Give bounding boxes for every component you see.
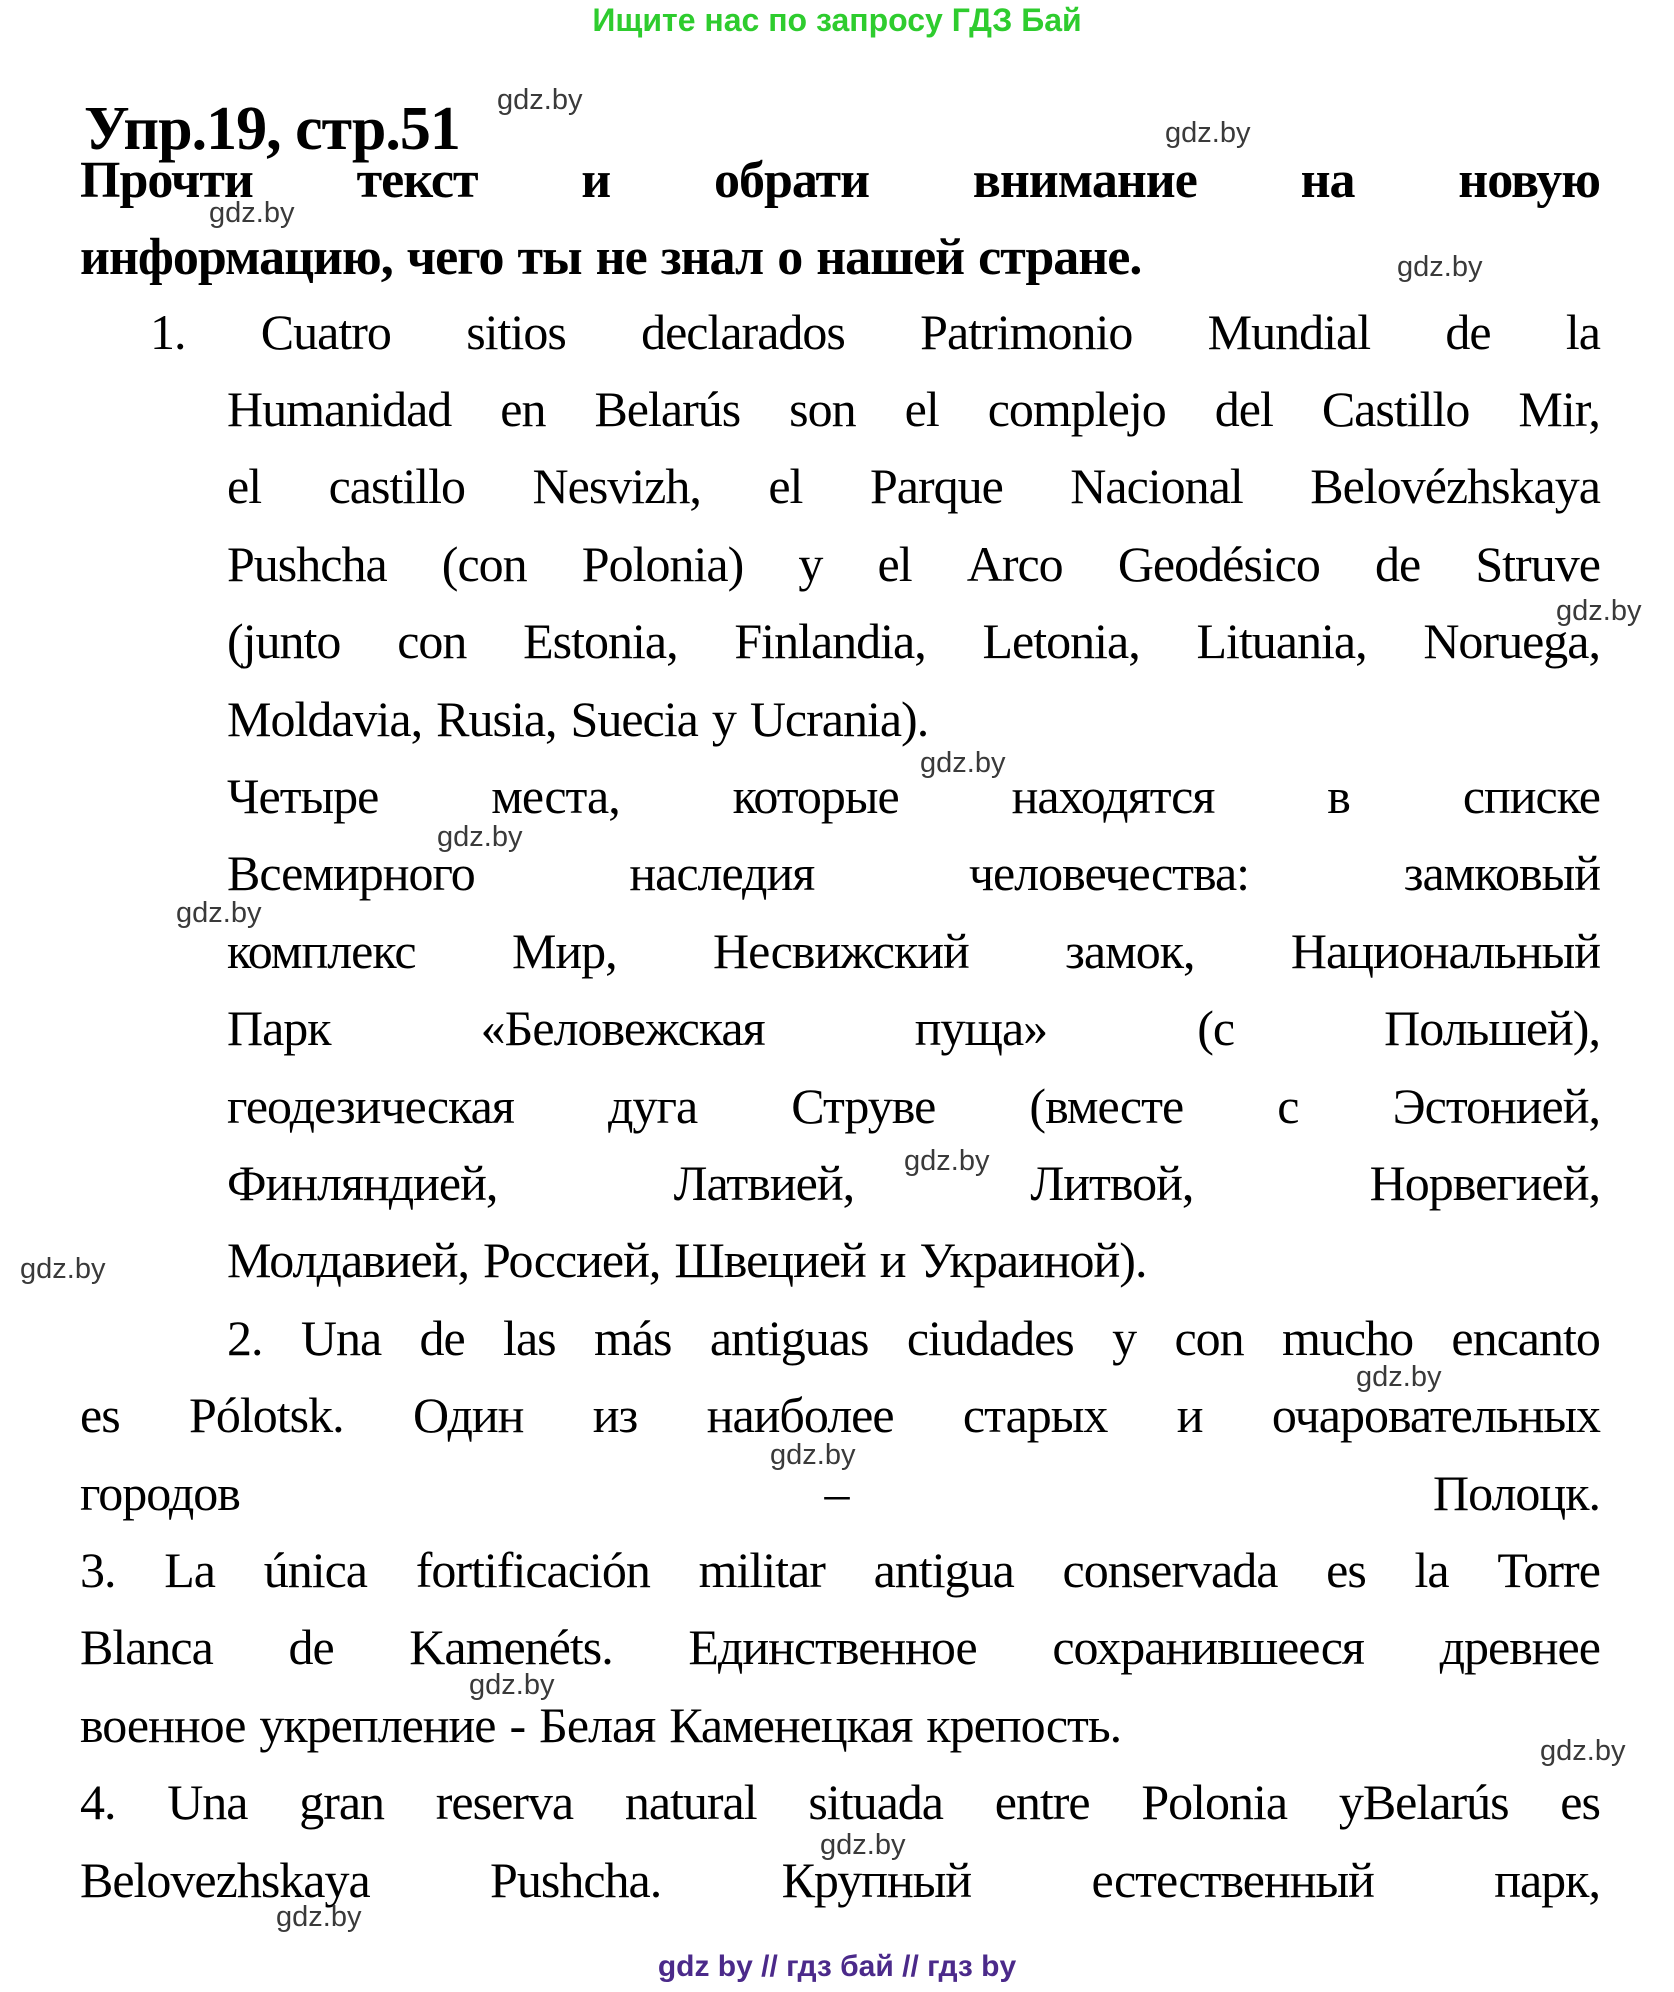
word: замковый <box>1403 845 1600 902</box>
word: Una <box>300 1309 382 1366</box>
footer-links: gdz by // гдз бай // гдз by <box>657 1950 1017 1983</box>
word: mucho <box>1281 1309 1414 1366</box>
word: Struve <box>1475 535 1600 592</box>
word: Россией, <box>482 1232 661 1289</box>
text-line <box>80 525 1600 602</box>
word: Каменецкая <box>669 1696 913 1753</box>
word: текст <box>356 152 478 209</box>
word: и <box>581 152 611 209</box>
word: el <box>877 535 912 592</box>
word: и <box>1176 1387 1203 1444</box>
text-line <box>80 603 1600 680</box>
word: sitios <box>466 303 566 360</box>
word: antigua <box>873 1541 1014 1598</box>
word: Единственное <box>688 1619 977 1676</box>
word: Polonia <box>1141 1774 1288 1831</box>
word: de <box>1375 535 1421 592</box>
word: Норвегией, <box>1369 1154 1600 1211</box>
word: y <box>711 690 736 747</box>
text-line <box>80 912 1600 989</box>
word: fortificación <box>415 1541 650 1598</box>
word: es <box>80 1387 120 1444</box>
word: внимание <box>972 152 1197 209</box>
text-line <box>80 835 1600 912</box>
word: Geodésico <box>1117 535 1320 592</box>
word: крепость. <box>926 1696 1122 1753</box>
word: на <box>1300 152 1355 209</box>
word: más <box>593 1309 672 1366</box>
word: con <box>397 613 467 670</box>
word: Национальный <box>1290 922 1600 979</box>
gdz-watermark: gdz.by <box>820 1829 906 1861</box>
gdz-watermark: gdz.by <box>20 1253 106 1285</box>
word: естественный <box>1091 1851 1374 1908</box>
word: Струве <box>791 1077 936 1134</box>
word: ты <box>517 229 582 286</box>
word: Крупный <box>781 1851 972 1908</box>
text-line <box>80 1067 1600 1144</box>
word: из <box>592 1387 638 1444</box>
word: del <box>1214 381 1273 438</box>
word: Несвижский <box>713 922 969 979</box>
word: Belarús <box>594 381 741 438</box>
word: con <box>1174 1309 1244 1366</box>
word: - <box>509 1696 526 1753</box>
word: Полоцк. <box>1433 1464 1600 1521</box>
word: el <box>904 381 939 438</box>
word: son <box>789 381 856 438</box>
word: знал <box>660 229 764 286</box>
word: antiguas <box>709 1309 869 1366</box>
word: militar <box>698 1541 825 1598</box>
word: нашей <box>816 229 965 286</box>
word: Швецией <box>674 1232 866 1289</box>
text-line <box>80 680 1600 757</box>
word: – <box>824 1464 849 1521</box>
word: военное <box>80 1696 246 1753</box>
gdz-watermark: gdz.by <box>209 197 295 229</box>
word: геодезическая <box>227 1077 514 1134</box>
word: Belovezhskaya <box>80 1851 370 1908</box>
gdz-watermark: gdz.by <box>904 1145 990 1177</box>
word: в <box>1327 768 1350 825</box>
word: única <box>263 1541 367 1598</box>
word: de <box>1445 303 1491 360</box>
word: Kamenéts. <box>409 1619 613 1676</box>
word: городов <box>80 1464 240 1521</box>
text-line <box>80 1144 1600 1221</box>
word: Латвией, <box>673 1154 855 1211</box>
word: Четыре <box>227 768 379 825</box>
word: списке <box>1462 768 1600 825</box>
word: (junto <box>227 613 341 670</box>
word: дуга <box>608 1077 698 1134</box>
word: de <box>419 1309 465 1366</box>
word: la <box>1414 1541 1449 1598</box>
word: укрепление <box>259 1696 496 1753</box>
word: сохранившееся <box>1052 1619 1364 1676</box>
word: y <box>1112 1309 1137 1366</box>
text-line <box>80 990 1600 1067</box>
word: Suecia <box>570 690 698 747</box>
word: информацию, <box>80 229 393 286</box>
word: находятся <box>1011 768 1215 825</box>
word: о <box>777 229 803 286</box>
word: en <box>500 381 546 438</box>
exercise-title: Упр.19, стр.51 <box>84 95 460 163</box>
word: Pushcha <box>227 535 387 592</box>
text-line <box>80 1222 1600 1299</box>
word: Pushcha. <box>490 1851 662 1908</box>
text-line <box>80 1531 1600 1608</box>
text-line <box>80 142 1600 219</box>
word: complejo <box>987 381 1166 438</box>
word: наследия <box>629 845 815 902</box>
word: castillo <box>328 458 466 515</box>
word: Nesvizh, <box>532 458 701 515</box>
word: es <box>1560 1774 1600 1831</box>
word: старых <box>962 1387 1108 1444</box>
text-line <box>80 448 1600 525</box>
word: Финляндией, <box>227 1154 498 1211</box>
word: наиболее <box>706 1387 894 1444</box>
word: 3. <box>80 1541 116 1598</box>
word: Литвой, <box>1030 1154 1194 1211</box>
word: la <box>1565 303 1600 360</box>
word: Прочти <box>80 152 253 209</box>
word: el <box>227 458 262 515</box>
gdz-watermark: gdz.by <box>1165 117 1251 149</box>
word: natural <box>624 1774 757 1831</box>
word: Белая <box>539 1696 656 1753</box>
text-line <box>80 219 1600 296</box>
word: новую <box>1458 152 1600 209</box>
word: комплекс <box>227 922 416 979</box>
word: замок, <box>1065 922 1195 979</box>
word: La <box>164 1541 215 1598</box>
word: Humanidad <box>227 381 452 438</box>
word: Polonia) <box>581 535 744 592</box>
word: Mir, <box>1518 381 1600 438</box>
word: conservada <box>1062 1541 1278 1598</box>
word: Lituania, <box>1196 613 1367 670</box>
word: и <box>879 1232 906 1289</box>
word: 1. <box>150 303 186 360</box>
gdz-watermark: gdz.by <box>1556 595 1642 627</box>
word: 2. <box>227 1309 263 1366</box>
word: Noruega, <box>1423 613 1600 670</box>
word: Parque <box>869 458 1003 515</box>
word: Patrimonio <box>920 303 1133 360</box>
word: Castillo <box>1321 381 1470 438</box>
word: Finlandia, <box>734 613 926 670</box>
word: Всемирного <box>227 845 475 902</box>
text-line <box>80 370 1600 447</box>
word: чего <box>406 229 504 286</box>
word: «Беловежская <box>480 1000 765 1057</box>
word: Moldavia, <box>227 690 423 747</box>
gdz-watermark: gdz.by <box>176 897 262 929</box>
word: Эстонией, <box>1392 1077 1600 1134</box>
word: древнее <box>1439 1619 1600 1676</box>
word: yBelarús <box>1338 1774 1509 1831</box>
word: стране. <box>978 229 1142 286</box>
word: (с <box>1197 1000 1235 1057</box>
gdz-watermark: gdz.by <box>770 1439 856 1471</box>
word: парк, <box>1494 1851 1600 1908</box>
promo-banner: Ищите нас по запросу ГДЗ Бай <box>592 2 1082 38</box>
word: места, <box>491 768 620 825</box>
gdz-watermark: gdz.by <box>497 84 583 116</box>
word: Парк <box>227 1000 331 1057</box>
word: entre <box>994 1774 1090 1831</box>
word: Cuatro <box>260 303 391 360</box>
task-heading <box>80 142 1600 296</box>
word: Torre <box>1497 1541 1600 1598</box>
text-line <box>80 1686 1600 1763</box>
gdz-watermark: gdz.by <box>1356 1361 1442 1393</box>
text-line <box>80 1609 1600 1686</box>
word: y <box>798 535 823 592</box>
body-text <box>80 293 1600 1918</box>
word: (вместе <box>1029 1077 1184 1134</box>
word: reserva <box>435 1774 574 1831</box>
word: Мир, <box>511 922 617 979</box>
word: Estonia, <box>523 613 678 670</box>
word: которые <box>732 768 899 825</box>
word: Ucrania). <box>749 690 929 747</box>
word: Mundial <box>1207 303 1371 360</box>
word: ciudades <box>906 1309 1074 1366</box>
word: Letonia, <box>982 613 1140 670</box>
word: las <box>503 1309 556 1366</box>
word: Nacional <box>1070 458 1243 515</box>
word: не <box>595 229 647 286</box>
word: (con <box>441 535 527 592</box>
word: пуща» <box>914 1000 1048 1057</box>
word: Una <box>167 1774 248 1831</box>
word: Украиной). <box>919 1232 1147 1289</box>
gdz-watermark: gdz.by <box>276 1901 362 1933</box>
word: Blanca <box>80 1619 213 1676</box>
text-line <box>80 757 1600 834</box>
text-line <box>80 293 1600 370</box>
gdz-watermark: gdz.by <box>437 821 523 853</box>
word: Один <box>413 1387 524 1444</box>
word: Arco <box>966 535 1063 592</box>
gdz-watermark: gdz.by <box>920 747 1006 779</box>
word: el <box>768 458 803 515</box>
gdz-watermark: gdz.by <box>469 1669 555 1701</box>
word: с <box>1277 1077 1299 1134</box>
word: очаровательных <box>1271 1387 1600 1444</box>
word: Pólotsk. <box>189 1387 344 1444</box>
word: Belovézhskaya <box>1310 458 1600 515</box>
word: Польшей), <box>1384 1000 1600 1057</box>
word: encanto <box>1451 1309 1600 1366</box>
word: Молдавией, <box>227 1232 469 1289</box>
word: Rusia, <box>436 690 557 747</box>
gdz-watermark: gdz.by <box>1397 251 1483 283</box>
word: человечества: <box>968 845 1250 902</box>
word: es <box>1326 1541 1366 1598</box>
gdz-watermark: gdz.by <box>1540 1735 1626 1767</box>
word: обрати <box>713 152 870 209</box>
word: gran <box>299 1774 385 1831</box>
word: declarados <box>641 303 845 360</box>
word: situada <box>808 1774 943 1831</box>
word: 4. <box>80 1774 116 1831</box>
word: de <box>288 1619 334 1676</box>
